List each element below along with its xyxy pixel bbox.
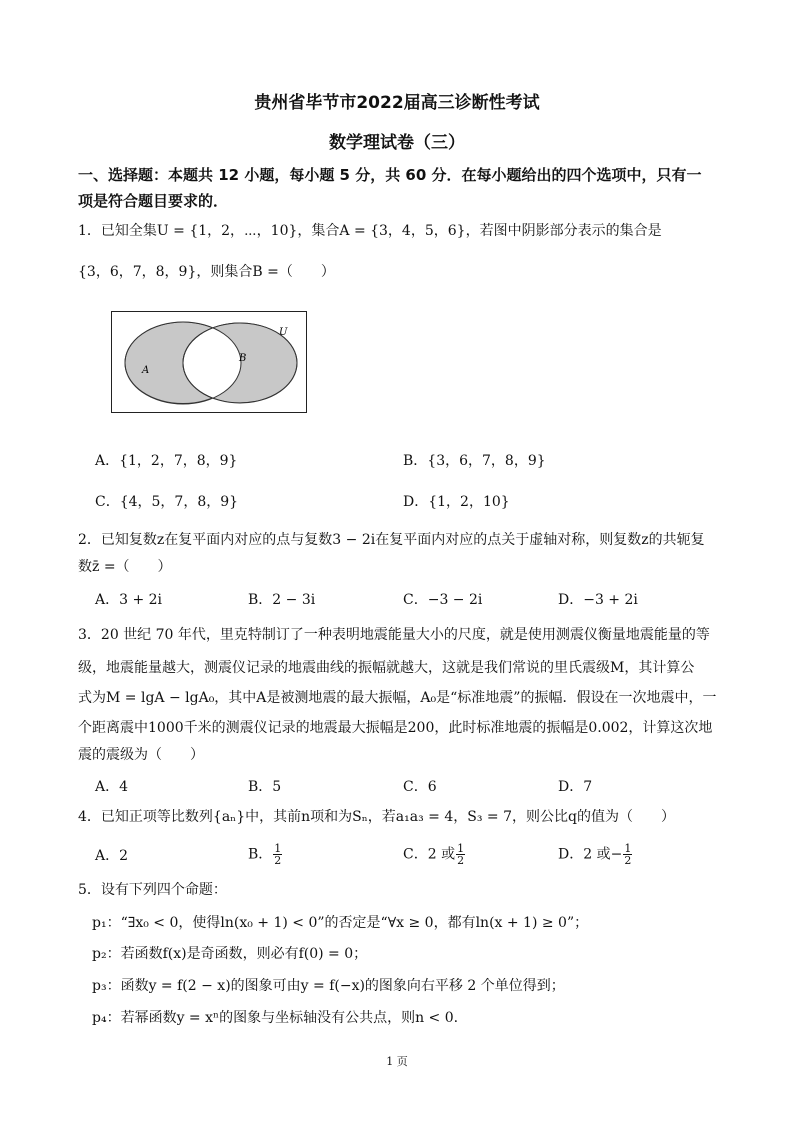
q2-stem-line2: 数z̄ =（ ） <box>78 559 172 575</box>
q4-option-c <box>403 843 466 866</box>
q4-option-c-prefix: C．2 或 <box>403 846 456 863</box>
q4-stem-line1: 4．已知正项等比数列{aₙ}中，其前n项和为Sₙ，若a₁a₃ = 4，S₃ = 7，则公比q的值为（ ） <box>78 809 675 825</box>
venn-label-b: B <box>239 353 247 364</box>
q3-stem-line3: 式为M = lgA − lgA₀，其中A是被测地震的最大振幅，A₀是“标准地震”的振幅．假设在一次地震中，一 <box>78 690 717 706</box>
q3-stem-line2: 级，地震能量越大，测震仪记录的地震曲线的振幅就越大，这就是我们常说的里氏震级M，其计算公 <box>78 660 695 676</box>
page-number: 1 页 <box>386 1055 408 1068</box>
q2-option-c: C．−3 − 2i <box>403 592 483 608</box>
q4-option-d <box>558 843 633 866</box>
section-heading-line2: 项是符合题目要求的． <box>78 192 229 210</box>
q3-option-a: A．4 <box>95 779 129 795</box>
q1-option-c: C．{4，5，7，8，9} <box>95 494 239 510</box>
q5-proposition-p2: p₂：若函数f(x)是奇函数，则必有f(0) = 0； <box>92 946 368 962</box>
fraction-denominator: 2 <box>457 854 465 867</box>
q4-option-d-prefix: D．2 或− <box>558 846 623 863</box>
venn-label-u: U <box>279 327 288 338</box>
section-heading-line1: 一、选择题：本题共 12 小题，每小题 5 分，共 60 分．在每小题给出的四个选项中，只有一 <box>78 166 702 184</box>
q5-proposition-p3: p₃：函数y = f(2 − x)的图象可由y = f(−x)的图象向右平移 2 个单位得到； <box>92 978 565 994</box>
q1-option-d: D．{1，2，10} <box>403 494 510 510</box>
q3-stem-line4: 个距离震中1000千米的测震仪记录的地震最大振幅是200，此时标准地震的振幅是0.002，计算这次地 <box>78 720 713 736</box>
fraction-denominator: 2 <box>274 854 282 867</box>
fraction-denominator: 2 <box>624 854 632 867</box>
q3-stem-line5: 震的震级为（ ） <box>78 747 204 763</box>
q5-stem-line1: 5．设有下列四个命题： <box>78 882 227 898</box>
q5-proposition-p1: p₁：“∃x₀ < 0，使得ln(x₀ + 1) < 0”的否定是“∀x ≥ 0，都有ln(x + 1) ≥ 0”； <box>92 915 589 931</box>
fraction-numerator: 1 <box>274 842 282 855</box>
q1-option-a: A．{1，2，7，8，9} <box>95 453 238 469</box>
fraction-numerator: 1 <box>457 842 465 855</box>
q2-option-a: A．3 + 2i <box>95 592 163 608</box>
q4-option-b <box>248 843 283 866</box>
venn-diagram <box>111 311 307 414</box>
q1-stem-line1: 1．已知全集U = {1，2，⋯，10}，集合A = {3，4，5，6}，若图中阴影部分表示的集合是 <box>78 223 662 239</box>
q4-option-b-prefix: B． <box>248 846 273 863</box>
q2-option-b: B．2 − 3i <box>248 592 316 608</box>
venn-label-a: A <box>142 365 150 376</box>
q5-proposition-p4: p₄：若幂函数y = xⁿ的图象与坐标轴没有公共点，则n < 0. <box>92 1010 459 1026</box>
q4-option-d-fraction <box>623 843 632 866</box>
q3-option-c: C．6 <box>403 779 437 795</box>
section-heading <box>78 162 723 214</box>
q4-option-b-fraction <box>273 843 282 866</box>
fraction-numerator: 1 <box>624 842 632 855</box>
q1-option-b: B．{3，6，7，8，9} <box>403 453 546 469</box>
q3-option-d: D．7 <box>558 779 593 795</box>
exam-subtitle: 数学理试卷（三） <box>329 133 465 153</box>
q2-option-d: D．−3 + 2i <box>558 592 638 608</box>
exam-title: 贵州省毕节市2022届高三诊断性考试 <box>254 93 540 113</box>
q2-stem-line1: 2．已知复数z在复平面内对应的点与复数3 − 2i在复平面内对应的点关于虚轴对称，则复数z的共轭复 <box>78 532 705 548</box>
q3-stem-line1: 3．20 世纪 70 年代，里克特制订了一种表明地震能量大小的尺度，就是使用测震仪衡量地震能量的等 <box>78 627 710 643</box>
q4-option-a: A．2 <box>95 848 129 864</box>
q3-option-b: B．5 <box>248 779 282 795</box>
q4-option-c-fraction <box>456 843 465 866</box>
q1-stem-line2: {3，6，7，8，9}，则集合B =（ ） <box>78 264 335 280</box>
